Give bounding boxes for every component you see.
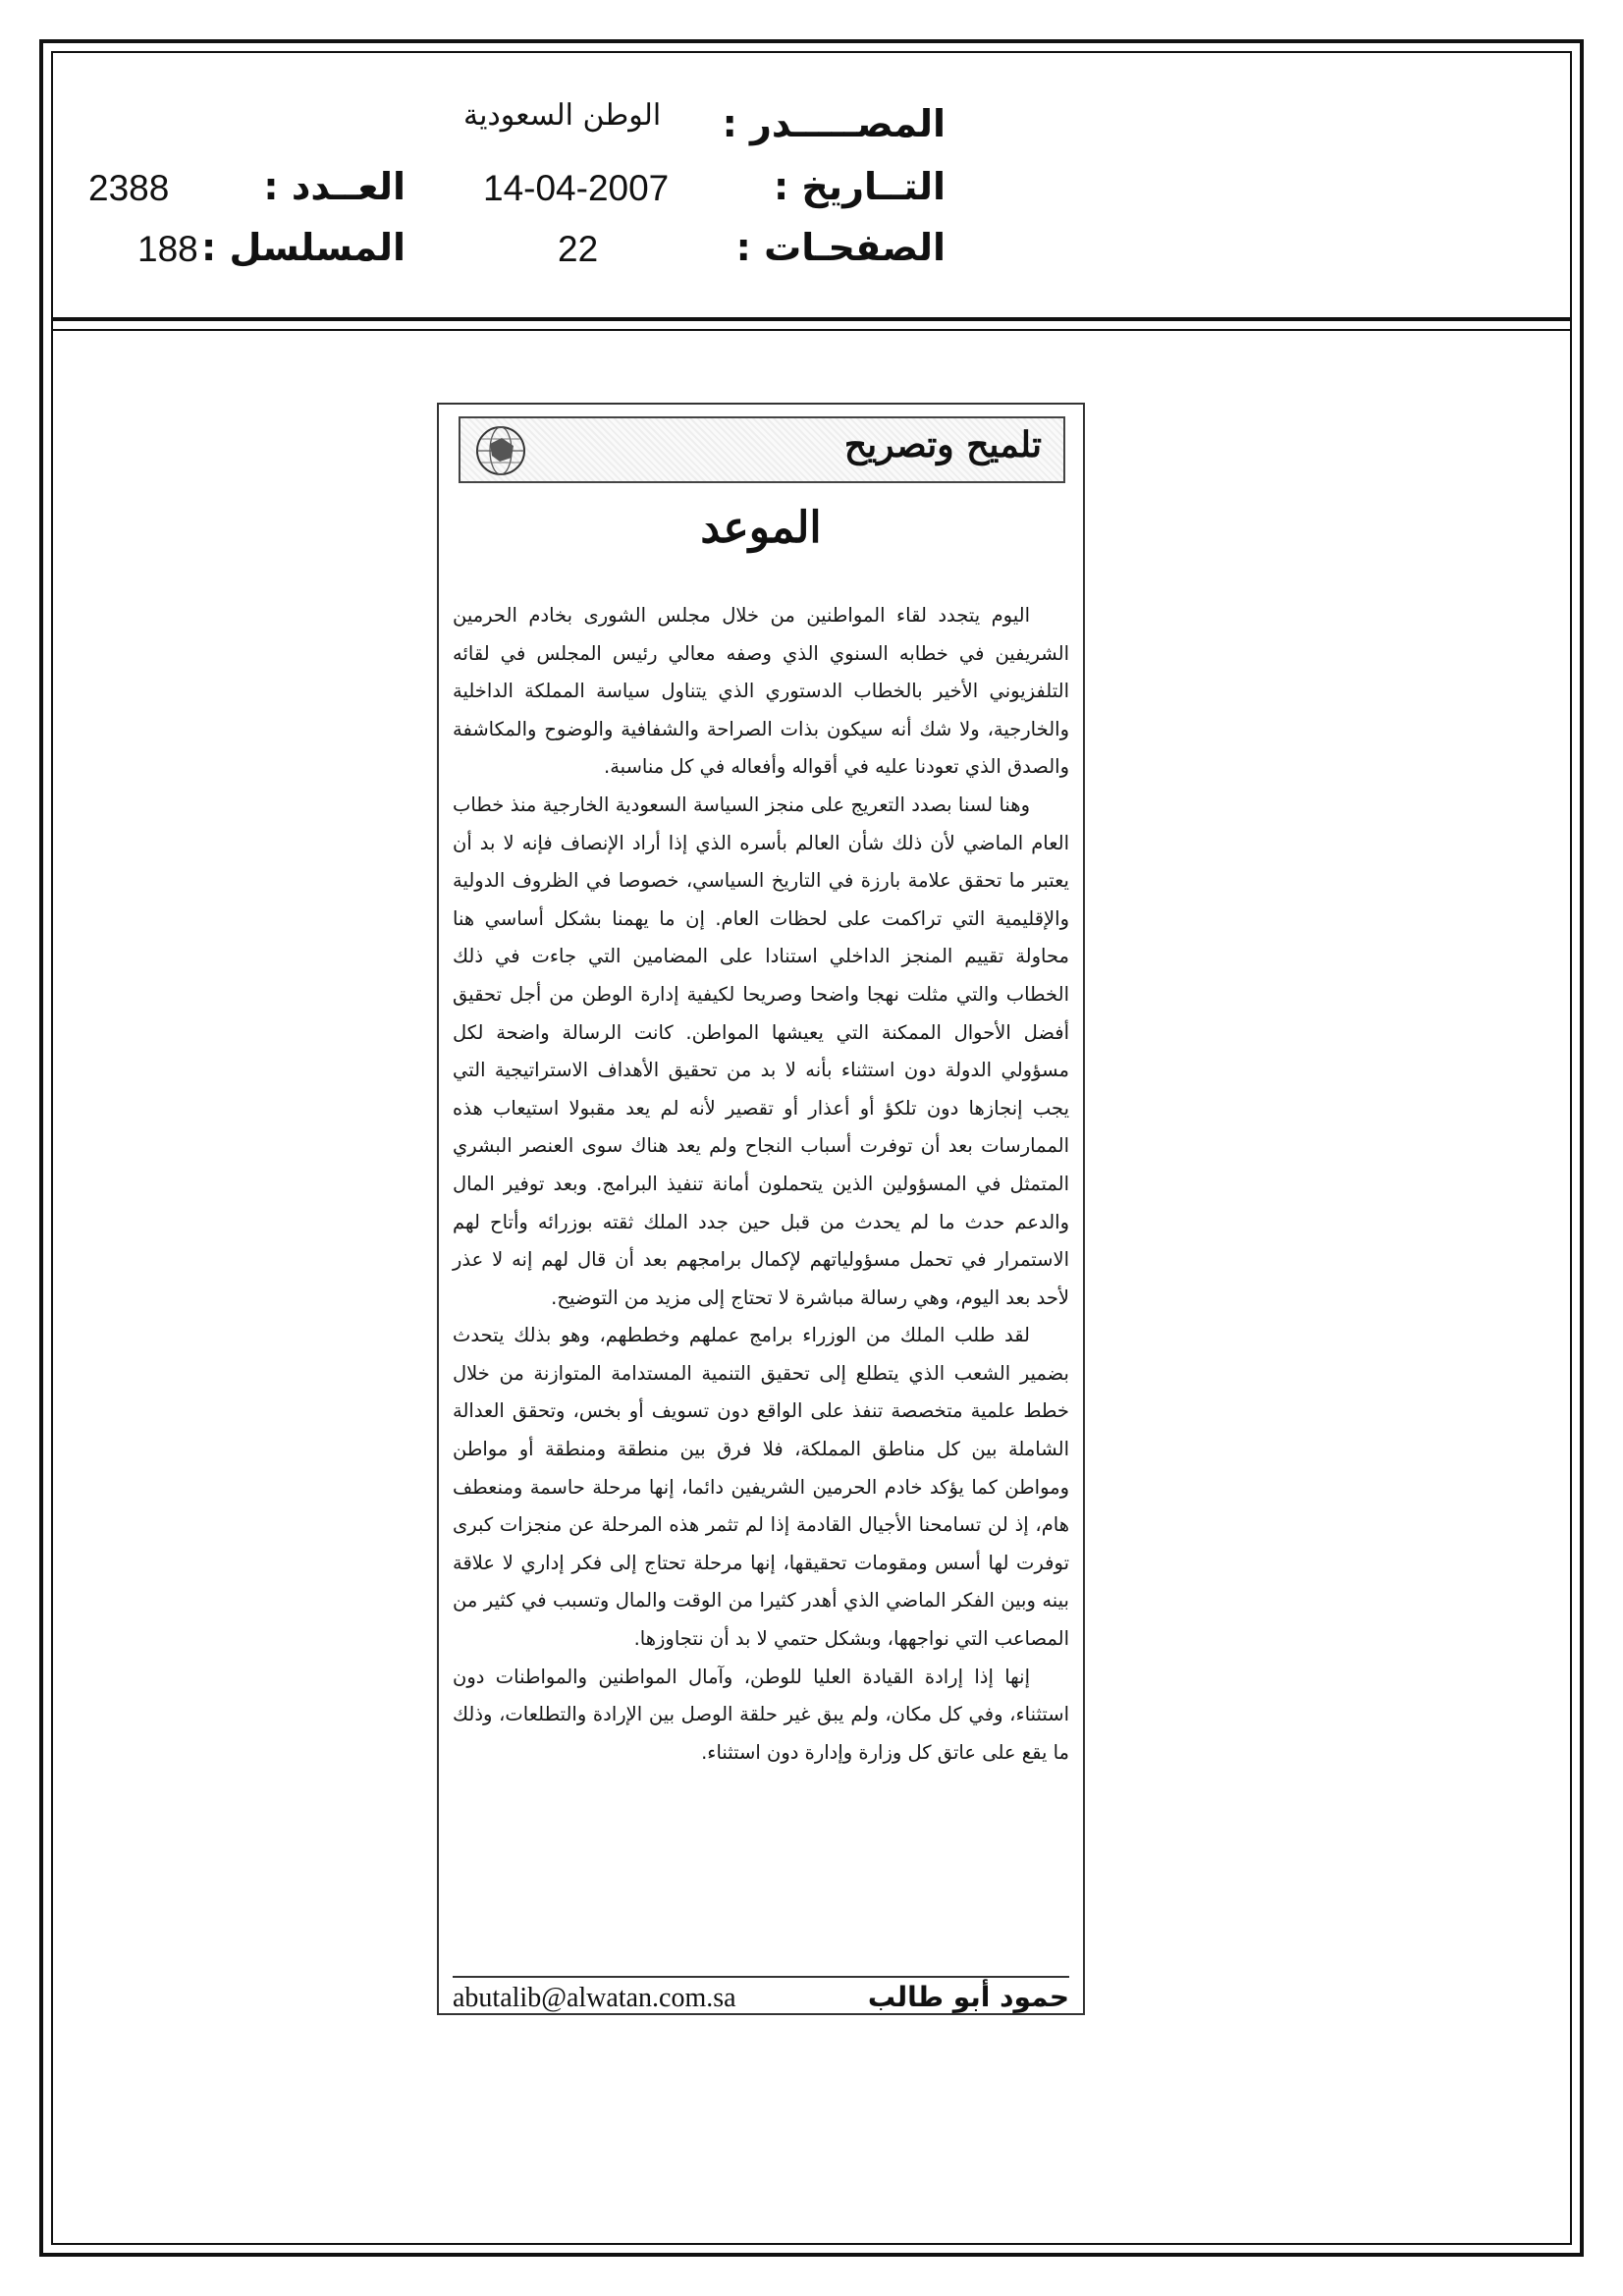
date-label: التــاريخ : — [773, 165, 946, 208]
globe-logo-icon — [472, 424, 529, 477]
header-divider-inner — [51, 329, 1572, 331]
signature-line — [453, 1983, 1069, 2012]
author-email: abutalib@alwatan.com.sa — [453, 1983, 736, 2013]
issue-label: العــدد : — [263, 165, 406, 208]
pages-value: 22 — [558, 229, 599, 269]
article-body — [453, 597, 1069, 1772]
header-divider — [51, 317, 1572, 321]
issue-value: 2388 — [88, 168, 170, 208]
paragraph-2: وهنا لسنا بصدد التعريج على منجز السياسة السعودية الخارجية منذ خطاب العام الماضي لأن ذلك شأن العالم بأسره الذي إذا أراد الإنصاف فإنه لا بد أن يعتبر ما تحقق علامة بارزة في التاريخ السياسي، خصوصا في الظروف الدولية والإقليمية التي تراكمت على لحظات العام. إن ما يهمنا بشكل أساسي هنا محاولة تقييم المنجز الداخلي استنادا على المضامين التي جاءت في ذلك الخطاب والتي مثلت نهجا واضحا وصريحا لكيفية إدارة الوطن من أجل تحقيق أفضل الأحوال الممكنة التي يعيشها المواطن. كانت الرسالة واضحة لكل مسؤولي الدولة دون استثناء بأنه لا بد من تحقيق الأهداف الاستراتيجية التي يجب إنجازها دون تلكؤ أو أعذار أو تقصير لأنه لم يعد مقبولا استيعاب هذه الممارسات بعد أن توفرت أسباب النجاح ولم يعد هناك سوى العنصر البشري المتمثل في المسؤولين الذين يتحملون أمانة تنفيذ البرامج. وبعد توفير المال والدعم حدث ما لم يحدث من قبل حين جدد الملك ثقته بوزرائه وأتاح لهم الاستمرار في تحمل مسؤولياتهم لإكمال برامجهم بعد أن قال لهم إنه لا عذر لأحد بعد اليوم، وهي رسالة مباشرة لا تحتاج إلى مزيد من التوضيح. — [453, 793, 1069, 1309]
article-title: الموعد — [700, 503, 822, 553]
paragraph-1: اليوم يتجدد لقاء المواطنين من خلال مجلس الشورى بخادم الحرمين الشريفين في خطابه السنوي الذي وصفه معالي رئيس المجلس في لقائه التلفزيوني الأخير بالخطاب الدستوري الذي يتناول سياسة المملكة الداخلية والخارجية، ولا شك أنه سيكون بذات الصراحة والشفافية والوضوح والمكاشفة والصدق الذي تعودنا عليه في أقواله وأفعاله في كل مناسبة. — [453, 604, 1069, 779]
paragraph-4: إنها إذا إرادة القيادة العليا للوطن، وآمال المواطنين والمواطنات دون استثناء، وفي كل مكان، ولم يبق غير حلقة الوصل بين الإرادة والتطلعات، وذلك ما يقع على عاتق كل وزارة وإدارة دون استثناء. — [453, 1665, 1069, 1764]
date-value: 14-04-2007 — [483, 168, 670, 208]
serial-label: المسلسل : — [201, 226, 406, 269]
column-banner — [459, 416, 1065, 483]
source-value: الوطن السعودية — [463, 98, 662, 133]
paragraph-3: لقد طلب الملك من الوزراء برامج عملهم وخططهم، وهو بذلك يتحدث بضمير الشعب الذي يتطلع إلى تحقيق التنمية المستدامة المتوازنة من خلال خطط علمية متخصصة تنفذ على الواقع دون تسويف أو بخس، وتحقق العدالة الشاملة بين كل مناطق المملكة، فلا فرق بين منطقة ومنطقة أو مواطن ومواطن كما يؤكد خادم الحرمين الشريفين دائما، إنها مرحلة حاسمة ومنعطف هام، إذ لن تسامحنا الأجيال القادمة إذا لم تثمر هذه المرحلة عن منجزات كبرى توفرت لها أسس ومقومات تحقيقها، إنها مرحلة تحتاج إلى فكر إداري لا علاقة بينه وبين الفكر الماضي الذي أهدر كثيرا من الوقت والمال وتسبب في كثير من المصاعب التي نواجهها، وبشكل حتمي لا بد أن نتجاوزها. — [453, 1324, 1069, 1651]
serial-value: 188 — [137, 229, 198, 269]
column-name: تلميح وتصريح — [843, 424, 1042, 465]
author-name: حمود أبو طالب — [867, 1981, 1069, 2013]
article-clipping — [437, 403, 1085, 2015]
source-label: المصـــــدر : — [722, 102, 946, 145]
signature-divider — [453, 1976, 1069, 1978]
pages-label: الصفحـات : — [735, 226, 946, 269]
